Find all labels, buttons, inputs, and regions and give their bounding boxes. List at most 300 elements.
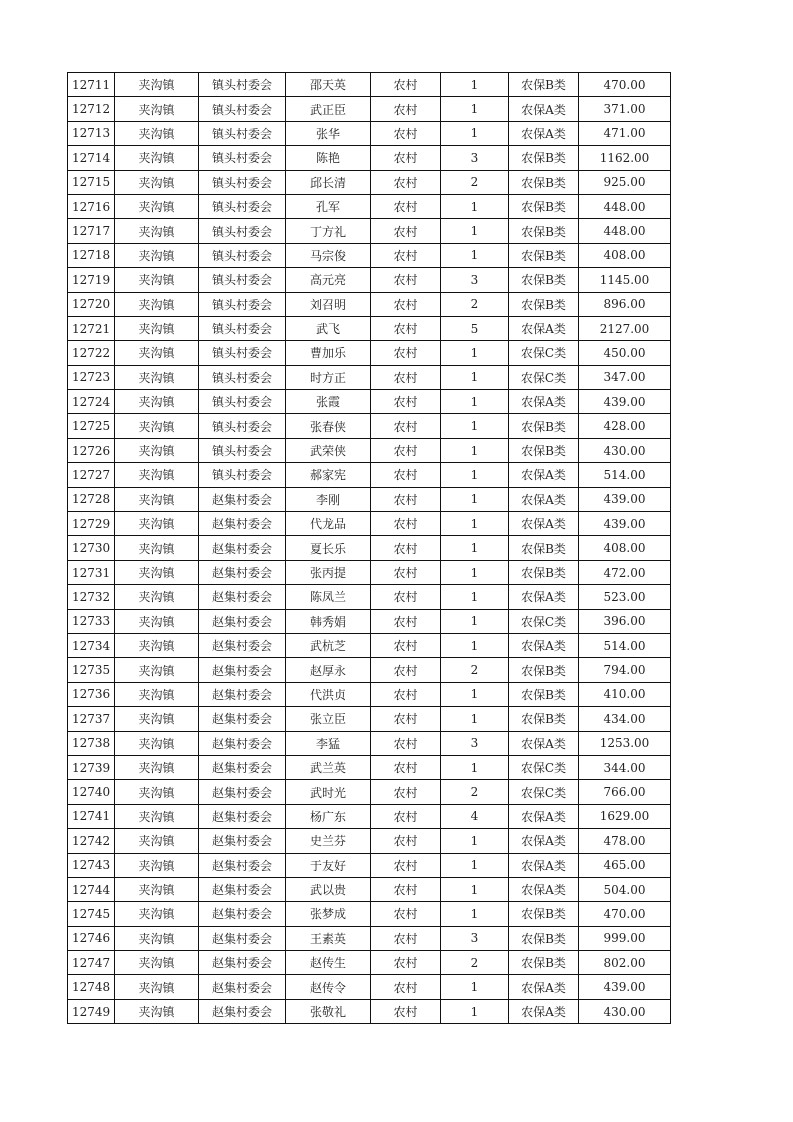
person-name-cell: 孔军 xyxy=(286,194,371,218)
household-count-cell: 1 xyxy=(441,829,509,853)
household-count-cell: 2 xyxy=(441,658,509,682)
table-row xyxy=(68,268,671,292)
household-count-cell: 1 xyxy=(441,219,509,243)
area-type-cell: 农村 xyxy=(371,365,441,389)
insurance-category-cell: 农保B类 xyxy=(509,536,579,560)
village-committee-cell: 镇头村委会 xyxy=(199,390,286,414)
area-type-cell: 农村 xyxy=(371,926,441,950)
town-cell: 夹沟镇 xyxy=(115,414,199,438)
household-count-cell: 1 xyxy=(441,390,509,414)
area-type-cell: 农村 xyxy=(371,438,441,462)
record-id-cell: 12720 xyxy=(68,292,115,316)
household-count-cell: 1 xyxy=(441,341,509,365)
village-committee-cell: 赵集村委会 xyxy=(199,536,286,560)
amount-cell: 478.00 xyxy=(579,829,671,853)
village-committee-cell: 赵集村委会 xyxy=(199,829,286,853)
insurance-category-cell: 农保B类 xyxy=(509,438,579,462)
records-table xyxy=(67,72,671,1024)
area-type-cell: 农村 xyxy=(371,633,441,657)
table-row xyxy=(68,341,671,365)
village-committee-cell: 镇头村委会 xyxy=(199,414,286,438)
village-committee-cell: 赵集村委会 xyxy=(199,585,286,609)
insurance-category-cell: 农保B类 xyxy=(509,707,579,731)
record-id-cell: 12723 xyxy=(68,365,115,389)
person-name-cell: 邵天英 xyxy=(286,73,371,97)
household-count-cell: 2 xyxy=(441,780,509,804)
table-row xyxy=(68,365,671,389)
record-id-cell: 12715 xyxy=(68,170,115,194)
amount-cell: 434.00 xyxy=(579,707,671,731)
person-name-cell: 张梦成 xyxy=(286,902,371,926)
insurance-category-cell: 农保B类 xyxy=(509,951,579,975)
town-cell: 夹沟镇 xyxy=(115,755,199,779)
household-count-cell: 1 xyxy=(441,682,509,706)
area-type-cell: 农村 xyxy=(371,414,441,438)
insurance-category-cell: 农保B类 xyxy=(509,682,579,706)
table-row xyxy=(68,633,671,657)
area-type-cell: 农村 xyxy=(371,609,441,633)
village-committee-cell: 赵集村委会 xyxy=(199,999,286,1023)
person-name-cell: 陈凤兰 xyxy=(286,585,371,609)
area-type-cell: 农村 xyxy=(371,219,441,243)
area-type-cell: 农村 xyxy=(371,268,441,292)
area-type-cell: 农村 xyxy=(371,658,441,682)
town-cell: 夹沟镇 xyxy=(115,975,199,999)
village-committee-cell: 镇头村委会 xyxy=(199,146,286,170)
person-name-cell: 杨广东 xyxy=(286,804,371,828)
insurance-category-cell: 农保A类 xyxy=(509,316,579,340)
record-id-cell: 12713 xyxy=(68,121,115,145)
town-cell: 夹沟镇 xyxy=(115,170,199,194)
household-count-cell: 1 xyxy=(441,853,509,877)
household-count-cell: 1 xyxy=(441,902,509,926)
household-count-cell: 3 xyxy=(441,268,509,292)
household-count-cell: 1 xyxy=(441,975,509,999)
record-id-cell: 12727 xyxy=(68,463,115,487)
person-name-cell: 武兰英 xyxy=(286,755,371,779)
area-type-cell: 农村 xyxy=(371,829,441,853)
household-count-cell: 2 xyxy=(441,292,509,316)
household-count-cell: 1 xyxy=(441,999,509,1023)
table-row xyxy=(68,316,671,340)
table-row xyxy=(68,999,671,1023)
record-id-cell: 12739 xyxy=(68,755,115,779)
village-committee-cell: 赵集村委会 xyxy=(199,780,286,804)
area-type-cell: 农村 xyxy=(371,97,441,121)
household-count-cell: 1 xyxy=(441,194,509,218)
household-count-cell: 1 xyxy=(441,536,509,560)
table-row xyxy=(68,146,671,170)
insurance-category-cell: 农保A类 xyxy=(509,804,579,828)
person-name-cell: 代龙品 xyxy=(286,512,371,536)
village-committee-cell: 镇头村委会 xyxy=(199,365,286,389)
record-id-cell: 12716 xyxy=(68,194,115,218)
table-row xyxy=(68,219,671,243)
area-type-cell: 农村 xyxy=(371,341,441,365)
amount-cell: 523.00 xyxy=(579,585,671,609)
record-id-cell: 12747 xyxy=(68,951,115,975)
amount-cell: 410.00 xyxy=(579,682,671,706)
table-row xyxy=(68,731,671,755)
town-cell: 夹沟镇 xyxy=(115,560,199,584)
person-name-cell: 陈艳 xyxy=(286,146,371,170)
amount-cell: 1253.00 xyxy=(579,731,671,755)
area-type-cell: 农村 xyxy=(371,682,441,706)
amount-cell: 1629.00 xyxy=(579,804,671,828)
insurance-category-cell: 农保A类 xyxy=(509,512,579,536)
household-count-cell: 1 xyxy=(441,414,509,438)
insurance-category-cell: 农保A类 xyxy=(509,731,579,755)
table-row xyxy=(68,585,671,609)
insurance-category-cell: 农保A类 xyxy=(509,853,579,877)
insurance-category-cell: 农保A类 xyxy=(509,463,579,487)
amount-cell: 439.00 xyxy=(579,512,671,536)
table-row xyxy=(68,292,671,316)
person-name-cell: 刘召明 xyxy=(286,292,371,316)
insurance-category-cell: 农保B类 xyxy=(509,560,579,584)
town-cell: 夹沟镇 xyxy=(115,463,199,487)
area-type-cell: 农村 xyxy=(371,146,441,170)
town-cell: 夹沟镇 xyxy=(115,316,199,340)
amount-cell: 472.00 xyxy=(579,560,671,584)
record-id-cell: 12737 xyxy=(68,707,115,731)
person-name-cell: 于友好 xyxy=(286,853,371,877)
insurance-category-cell: 农保B类 xyxy=(509,170,579,194)
amount-cell: 504.00 xyxy=(579,877,671,901)
amount-cell: 344.00 xyxy=(579,755,671,779)
household-count-cell: 1 xyxy=(441,755,509,779)
village-committee-cell: 镇头村委会 xyxy=(199,341,286,365)
table-row xyxy=(68,755,671,779)
village-committee-cell: 赵集村委会 xyxy=(199,560,286,584)
record-id-cell: 12730 xyxy=(68,536,115,560)
insurance-category-cell: 农保A类 xyxy=(509,487,579,511)
town-cell: 夹沟镇 xyxy=(115,707,199,731)
person-name-cell: 曹加乐 xyxy=(286,341,371,365)
town-cell: 夹沟镇 xyxy=(115,73,199,97)
town-cell: 夹沟镇 xyxy=(115,121,199,145)
record-id-cell: 12746 xyxy=(68,926,115,950)
person-name-cell: 赵传生 xyxy=(286,951,371,975)
amount-cell: 450.00 xyxy=(579,341,671,365)
record-id-cell: 12714 xyxy=(68,146,115,170)
insurance-category-cell: 农保B类 xyxy=(509,268,579,292)
area-type-cell: 农村 xyxy=(371,853,441,877)
village-committee-cell: 赵集村委会 xyxy=(199,707,286,731)
record-id-cell: 12731 xyxy=(68,560,115,584)
town-cell: 夹沟镇 xyxy=(115,999,199,1023)
town-cell: 夹沟镇 xyxy=(115,780,199,804)
record-id-cell: 12734 xyxy=(68,633,115,657)
village-committee-cell: 赵集村委会 xyxy=(199,658,286,682)
insurance-category-cell: 农保C类 xyxy=(509,341,579,365)
village-committee-cell: 赵集村委会 xyxy=(199,853,286,877)
household-count-cell: 1 xyxy=(441,707,509,731)
table-row xyxy=(68,975,671,999)
household-count-cell: 1 xyxy=(441,97,509,121)
village-committee-cell: 赵集村委会 xyxy=(199,512,286,536)
record-id-cell: 12738 xyxy=(68,731,115,755)
amount-cell: 430.00 xyxy=(579,438,671,462)
insurance-category-cell: 农保B类 xyxy=(509,658,579,682)
record-id-cell: 12711 xyxy=(68,73,115,97)
person-name-cell: 赵传令 xyxy=(286,975,371,999)
village-committee-cell: 镇头村委会 xyxy=(199,438,286,462)
person-name-cell: 李刚 xyxy=(286,487,371,511)
record-id-cell: 12740 xyxy=(68,780,115,804)
person-name-cell: 张华 xyxy=(286,121,371,145)
village-committee-cell: 赵集村委会 xyxy=(199,682,286,706)
amount-cell: 448.00 xyxy=(579,194,671,218)
town-cell: 夹沟镇 xyxy=(115,658,199,682)
insurance-category-cell: 农保B类 xyxy=(509,414,579,438)
area-type-cell: 农村 xyxy=(371,755,441,779)
household-count-cell: 2 xyxy=(441,951,509,975)
area-type-cell: 农村 xyxy=(371,560,441,584)
record-id-cell: 12712 xyxy=(68,97,115,121)
person-name-cell: 代洪贞 xyxy=(286,682,371,706)
insurance-category-cell: 农保B类 xyxy=(509,243,579,267)
town-cell: 夹沟镇 xyxy=(115,390,199,414)
household-count-cell: 1 xyxy=(441,609,509,633)
table-row xyxy=(68,853,671,877)
amount-cell: 470.00 xyxy=(579,73,671,97)
table-row xyxy=(68,829,671,853)
village-committee-cell: 镇头村委会 xyxy=(199,194,286,218)
town-cell: 夹沟镇 xyxy=(115,146,199,170)
record-id-cell: 12736 xyxy=(68,682,115,706)
table-row xyxy=(68,536,671,560)
record-id-cell: 12729 xyxy=(68,512,115,536)
record-id-cell: 12718 xyxy=(68,243,115,267)
record-id-cell: 12717 xyxy=(68,219,115,243)
town-cell: 夹沟镇 xyxy=(115,926,199,950)
amount-cell: 428.00 xyxy=(579,414,671,438)
amount-cell: 408.00 xyxy=(579,536,671,560)
town-cell: 夹沟镇 xyxy=(115,341,199,365)
amount-cell: 999.00 xyxy=(579,926,671,950)
insurance-category-cell: 农保B类 xyxy=(509,146,579,170)
table-row xyxy=(68,804,671,828)
person-name-cell: 高元亮 xyxy=(286,268,371,292)
insurance-category-cell: 农保B类 xyxy=(509,902,579,926)
town-cell: 夹沟镇 xyxy=(115,243,199,267)
area-type-cell: 农村 xyxy=(371,877,441,901)
area-type-cell: 农村 xyxy=(371,536,441,560)
record-id-cell: 12741 xyxy=(68,804,115,828)
household-count-cell: 4 xyxy=(441,804,509,828)
record-id-cell: 12725 xyxy=(68,414,115,438)
insurance-category-cell: 农保C类 xyxy=(509,609,579,633)
insurance-category-cell: 农保B类 xyxy=(509,73,579,97)
village-committee-cell: 赵集村委会 xyxy=(199,731,286,755)
village-committee-cell: 赵集村委会 xyxy=(199,877,286,901)
table-row xyxy=(68,121,671,145)
household-count-cell: 5 xyxy=(441,316,509,340)
table-row xyxy=(68,194,671,218)
household-count-cell: 1 xyxy=(441,73,509,97)
area-type-cell: 农村 xyxy=(371,316,441,340)
record-id-cell: 12719 xyxy=(68,268,115,292)
town-cell: 夹沟镇 xyxy=(115,194,199,218)
person-name-cell: 武荣侠 xyxy=(286,438,371,462)
person-name-cell: 赵厚永 xyxy=(286,658,371,682)
person-name-cell: 郝家宪 xyxy=(286,463,371,487)
person-name-cell: 王素英 xyxy=(286,926,371,950)
amount-cell: 766.00 xyxy=(579,780,671,804)
table-row xyxy=(68,951,671,975)
insurance-category-cell: 农保B类 xyxy=(509,926,579,950)
amount-cell: 396.00 xyxy=(579,609,671,633)
area-type-cell: 农村 xyxy=(371,194,441,218)
village-committee-cell: 赵集村委会 xyxy=(199,975,286,999)
village-committee-cell: 镇头村委会 xyxy=(199,243,286,267)
amount-cell: 896.00 xyxy=(579,292,671,316)
record-id-cell: 12745 xyxy=(68,902,115,926)
town-cell: 夹沟镇 xyxy=(115,219,199,243)
town-cell: 夹沟镇 xyxy=(115,829,199,853)
amount-cell: 794.00 xyxy=(579,658,671,682)
person-name-cell: 史兰芬 xyxy=(286,829,371,853)
table-row xyxy=(68,390,671,414)
table-row xyxy=(68,707,671,731)
amount-cell: 925.00 xyxy=(579,170,671,194)
village-committee-cell: 镇头村委会 xyxy=(199,268,286,292)
household-count-cell: 1 xyxy=(441,243,509,267)
amount-cell: 439.00 xyxy=(579,975,671,999)
town-cell: 夹沟镇 xyxy=(115,804,199,828)
household-count-cell: 1 xyxy=(441,438,509,462)
household-count-cell: 1 xyxy=(441,560,509,584)
area-type-cell: 农村 xyxy=(371,292,441,316)
town-cell: 夹沟镇 xyxy=(115,853,199,877)
area-type-cell: 农村 xyxy=(371,780,441,804)
household-count-cell: 1 xyxy=(441,365,509,389)
table-row xyxy=(68,170,671,194)
person-name-cell: 丁方礼 xyxy=(286,219,371,243)
town-cell: 夹沟镇 xyxy=(115,609,199,633)
insurance-category-cell: 农保A类 xyxy=(509,999,579,1023)
village-committee-cell: 赵集村委会 xyxy=(199,804,286,828)
town-cell: 夹沟镇 xyxy=(115,682,199,706)
area-type-cell: 农村 xyxy=(371,731,441,755)
area-type-cell: 农村 xyxy=(371,121,441,145)
town-cell: 夹沟镇 xyxy=(115,877,199,901)
person-name-cell: 张霞 xyxy=(286,390,371,414)
amount-cell: 2127.00 xyxy=(579,316,671,340)
record-id-cell: 12743 xyxy=(68,853,115,877)
amount-cell: 439.00 xyxy=(579,487,671,511)
household-count-cell: 1 xyxy=(441,512,509,536)
village-committee-cell: 赵集村委会 xyxy=(199,609,286,633)
household-count-cell: 3 xyxy=(441,926,509,950)
village-committee-cell: 镇头村委会 xyxy=(199,292,286,316)
town-cell: 夹沟镇 xyxy=(115,585,199,609)
area-type-cell: 农村 xyxy=(371,585,441,609)
table-row xyxy=(68,73,671,97)
record-id-cell: 12749 xyxy=(68,999,115,1023)
village-committee-cell: 镇头村委会 xyxy=(199,73,286,97)
village-committee-cell: 赵集村委会 xyxy=(199,633,286,657)
person-name-cell: 武正臣 xyxy=(286,97,371,121)
household-count-cell: 3 xyxy=(441,731,509,755)
amount-cell: 371.00 xyxy=(579,97,671,121)
area-type-cell: 农村 xyxy=(371,512,441,536)
area-type-cell: 农村 xyxy=(371,707,441,731)
amount-cell: 1162.00 xyxy=(579,146,671,170)
person-name-cell: 张立臣 xyxy=(286,707,371,731)
town-cell: 夹沟镇 xyxy=(115,902,199,926)
person-name-cell: 李猛 xyxy=(286,731,371,755)
person-name-cell: 韩秀娟 xyxy=(286,609,371,633)
record-id-cell: 12721 xyxy=(68,316,115,340)
household-count-cell: 1 xyxy=(441,585,509,609)
area-type-cell: 农村 xyxy=(371,243,441,267)
village-committee-cell: 镇头村委会 xyxy=(199,316,286,340)
record-id-cell: 12733 xyxy=(68,609,115,633)
table-row xyxy=(68,512,671,536)
table-row xyxy=(68,877,671,901)
town-cell: 夹沟镇 xyxy=(115,731,199,755)
amount-cell: 439.00 xyxy=(579,390,671,414)
amount-cell: 802.00 xyxy=(579,951,671,975)
person-name-cell: 张丙提 xyxy=(286,560,371,584)
table-row xyxy=(68,560,671,584)
record-id-cell: 12722 xyxy=(68,341,115,365)
amount-cell: 514.00 xyxy=(579,463,671,487)
record-id-cell: 12742 xyxy=(68,829,115,853)
town-cell: 夹沟镇 xyxy=(115,365,199,389)
village-committee-cell: 镇头村委会 xyxy=(199,170,286,194)
table-row xyxy=(68,463,671,487)
area-type-cell: 农村 xyxy=(371,902,441,926)
person-name-cell: 张春侠 xyxy=(286,414,371,438)
village-committee-cell: 赵集村委会 xyxy=(199,902,286,926)
amount-cell: 471.00 xyxy=(579,121,671,145)
village-committee-cell: 镇头村委会 xyxy=(199,219,286,243)
insurance-category-cell: 农保A类 xyxy=(509,97,579,121)
table-row xyxy=(68,658,671,682)
town-cell: 夹沟镇 xyxy=(115,268,199,292)
amount-cell: 1145.00 xyxy=(579,268,671,292)
village-committee-cell: 赵集村委会 xyxy=(199,487,286,511)
household-count-cell: 1 xyxy=(441,633,509,657)
person-name-cell: 夏长乐 xyxy=(286,536,371,560)
town-cell: 夹沟镇 xyxy=(115,487,199,511)
area-type-cell: 农村 xyxy=(371,463,441,487)
record-id-cell: 12744 xyxy=(68,877,115,901)
insurance-category-cell: 农保A类 xyxy=(509,585,579,609)
amount-cell: 470.00 xyxy=(579,902,671,926)
insurance-category-cell: 农保B类 xyxy=(509,194,579,218)
table-row xyxy=(68,243,671,267)
area-type-cell: 农村 xyxy=(371,170,441,194)
town-cell: 夹沟镇 xyxy=(115,97,199,121)
area-type-cell: 农村 xyxy=(371,73,441,97)
insurance-category-cell: 农保A类 xyxy=(509,877,579,901)
record-id-cell: 12735 xyxy=(68,658,115,682)
village-committee-cell: 镇头村委会 xyxy=(199,463,286,487)
insurance-category-cell: 农保B类 xyxy=(509,219,579,243)
table-row xyxy=(68,97,671,121)
village-committee-cell: 赵集村委会 xyxy=(199,755,286,779)
village-committee-cell: 赵集村委会 xyxy=(199,926,286,950)
household-count-cell: 1 xyxy=(441,463,509,487)
record-id-cell: 12732 xyxy=(68,585,115,609)
household-count-cell: 1 xyxy=(441,121,509,145)
table-body xyxy=(68,73,671,1024)
person-name-cell: 张敬礼 xyxy=(286,999,371,1023)
